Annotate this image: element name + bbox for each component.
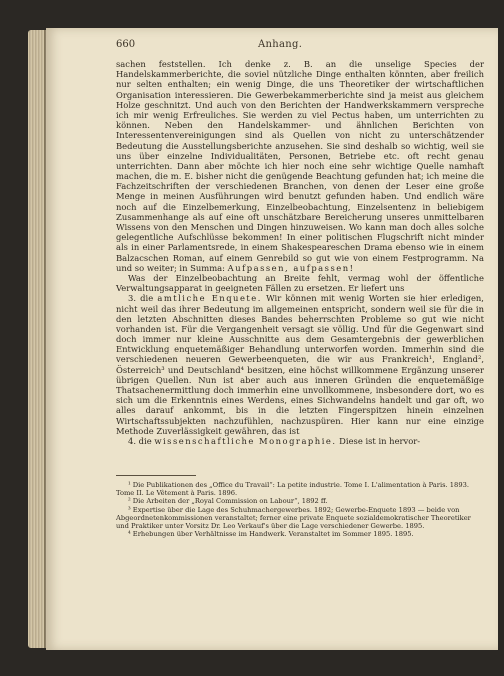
list-number: 3. die <box>128 293 154 304</box>
footnote-rule <box>116 475 196 476</box>
emphasis-spaced: amtliche Enquete. <box>157 293 262 304</box>
body-text <box>116 59 484 446</box>
footnote: ⁴ Erhebungen über Verhältnisse im Handwerk. Veranstaltet im Sommer 1895. 1895. <box>128 530 414 539</box>
emphasis-spaced: Aufpassen, aufpassen! <box>227 262 355 273</box>
footnote: ¹ Die Publikationen des „Office du Travail“: La petite industrie. Tome I. L'alimentation à Paris. 1893. Tome II. Le Vêtement à Paris. 1896. <box>116 481 469 498</box>
paragraph <box>116 436 484 446</box>
footnote: ² Die Arbeiten der „Royal Commission on Labour“, 1892 ff. <box>128 497 328 506</box>
paragraph: Was der Einzelbeobachtung an Breite fehlt, vermag wohl der öffentliche Verwaltungsapparat in geeigneten Fällen zu ersetzen. Er liefert uns <box>116 272 484 294</box>
paragraph-text: sachen feststellen. Ich denke z. B. an die unselige Species der Handelskammerberichte, die soviel nützliche Dinge enthalten könnten, aber freilich nur selten enthalten; ein wenig Dinge, die uns Theoretiker der wirtschaftlichen Organisation interessieren. Die Gewerbekammerberichte sind ja meist aus gleichem Holze geschnitzt. Und auch von den Berichten der Handwerkskammern verspreche ich mir wenig Erfreuliches. Sie werden zu viel Pectus haben, um unterrichten zu können. Neben den Handelskammer- und ähnlichen Berichten von Interessentenvereinigungen sind als Quellen von nicht zu unterschätzender Bedeutung die Ausstellungsberichte anzusehen. Sie sind deshalb so wichtig, weil sie uns über einzelne Individualitäten, Personen, Betriebe etc. oft recht genau unterrichten. Dann aber möchte ich hier noch eine sehr wichtige Quelle namhaft machen, die m. E. bisher nicht die genügende Beachtung gefunden hat; ich meine die Fachzeitschriften der verschiedenen Branchen, von denen der Leser eine große Menge in meinen Ausführungen wird benutzt gefunden haben. Und endlich wäre noch auf die Einzelbemerkung, Einzelbeobachtung, Einzelsentenz in beliebigem Zusammenhange als auf eine oft unschätzbare Bereicherung unseres unmittelbaren Wissens von den Menschen und Dingen hinzuweisen. Wo kann man doch alles solche gelegentliche Aufschlüsse bekommen! In einer politischen Flugschrift nicht minder als in einer Parlamentsrede, in einem Shakespeareschen Drama ebenso wie in einem Balzacschen Roman, auf einem Genrebild so gut wie von einem Festprogramm. Na und so weiter; in Summa: <box>116 59 484 273</box>
emphasis-spaced: wissenschaftliche Monographie. <box>154 435 337 446</box>
running-title: Anhang. <box>258 39 303 50</box>
list-number: 4. die <box>128 435 152 446</box>
footnotes <box>116 481 484 538</box>
paragraph-text: Wir können mit wenig Worten sie hier erledigen, nicht weil das ihrer Bedeutung im allgemeinen entspricht, sondern weil sie für die in den letzten Abschnitten dieses Bandes beherrschten Probleme so gut wie nicht vorhanden ist. Für die Vergangenheit versagt sie völlig. Und für die Gegenwart sind doch immer nur kleine Ausschnitte aus dem Gesamtergebnis der gewerblichen Entwicklung enquetemäßiger Behandlung unterworfen worden. Immerhin sind die verschiedenen neueren Gewerbeenqueten, die wir aus Frankreich¹, England², Österreich³ und Deutschland⁴ besitzen, eine höchst willkommene Ergänzung unserer übrigen Quellen. Nun ist aber auch aus inneren Gründen die enquetemäßige Thatsachenermittlung doch immerhin eine unvollkommene, insbesondere dort, wo es sich um die Erkenntnis eines Werdens, eines Sichwandelns handelt und gar oft, wo alles darauf ankommt, bis in die letzten Fingerspitzen hinein einzelnen Wirtschaftssubjekten nachzufühlen, nachzuspüren. Hier kann nur eine einzige Methode Zuverlässigkeit gewähren, das ist <box>116 293 484 436</box>
paragraph <box>116 59 484 273</box>
page-number: 660 <box>116 39 136 50</box>
paragraph-text: Diese ist in hervor- <box>339 435 421 446</box>
footnote: ³ Expertise über die Lage des Schuhmachergewerbes. 1892; Gewerbe-Enquete 1893 — beide von Abgeordnetenkommissionen veranstaltet; ferner eine private Enquete sozialdemokratischer Theoretiker und Praktiker unter Vorsitz Dr. Leo Verkauf's über die Lage verschiedener Gewerbe. 1895. <box>116 505 471 531</box>
paragraph <box>116 293 484 436</box>
